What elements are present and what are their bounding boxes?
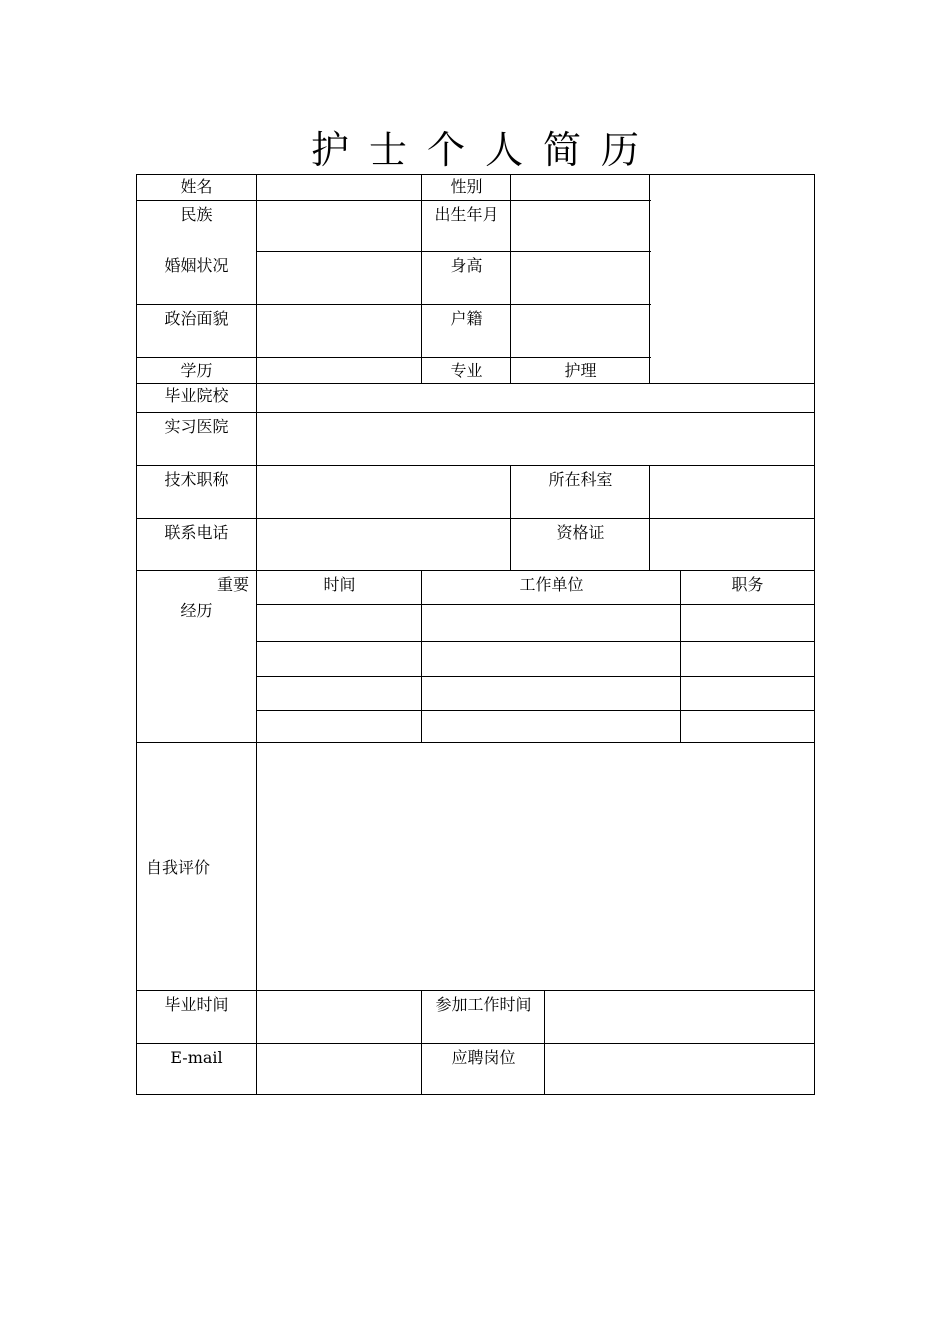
exp-time-header: 时间 — [323, 575, 356, 594]
exp-employer-header: 工作单位 — [519, 575, 584, 594]
phone-label: 联系电话 — [164, 523, 229, 542]
email-label: E-mail — [170, 1048, 223, 1067]
table-grid-line — [421, 570, 422, 743]
table-grid-line — [136, 200, 651, 201]
table-grid-line — [510, 465, 511, 571]
table-grid-line — [510, 174, 511, 383]
household-registration-label: 户籍 — [450, 309, 483, 328]
gender-label: 性别 — [450, 177, 483, 196]
ethnicity-label: 民族 — [180, 205, 213, 224]
document-title: 护士个人简历 — [310, 128, 659, 172]
table-grid-line — [649, 465, 650, 571]
table-grid-line — [136, 357, 651, 358]
table-grid-line — [814, 174, 815, 1095]
graduated-school-label: 毕业院校 — [164, 386, 229, 405]
table-grid-line — [136, 174, 815, 175]
department-label: 所在科室 — [548, 470, 613, 489]
table-grid-line — [136, 465, 815, 466]
table-grid-line — [136, 304, 651, 305]
table-grid-line — [136, 742, 815, 743]
technical-title-label: 技术职称 — [164, 470, 229, 489]
graduation-time-label: 毕业时间 — [164, 995, 229, 1014]
birth-date-label: 出生年月 — [434, 205, 499, 224]
table-grid-line — [136, 990, 815, 991]
table-grid-line — [257, 604, 815, 605]
work-start-time-label: 参加工作时间 — [435, 995, 532, 1014]
political-status-label: 政治面貌 — [164, 309, 229, 328]
table-grid-line — [136, 174, 137, 1095]
height-label: 身高 — [450, 256, 483, 275]
major-value: 护理 — [564, 361, 597, 380]
table-grid-line — [136, 412, 815, 413]
certificate-label: 资格证 — [556, 523, 605, 542]
experience-label-line1: 重要 — [216, 575, 249, 594]
table-grid-line — [257, 710, 815, 711]
table-grid-line — [136, 1094, 815, 1095]
table-grid-line — [136, 518, 815, 519]
table-grid-line — [136, 383, 815, 384]
table-grid-line — [680, 570, 681, 743]
table-grid-line — [136, 1043, 815, 1044]
table-grid-line — [257, 641, 815, 642]
table-grid-line — [256, 174, 257, 1095]
self-evaluation-label: 自我评价 — [146, 858, 211, 877]
major-label: 专业 — [450, 361, 483, 380]
education-label: 学历 — [180, 361, 213, 380]
name-label: 姓名 — [180, 177, 213, 196]
table-grid-line — [257, 676, 815, 677]
table-grid-line — [421, 174, 422, 383]
table-grid-line — [649, 174, 650, 383]
applied-position-label: 应聘岗位 — [451, 1048, 516, 1067]
internship-hospital-label: 实习医院 — [164, 417, 229, 436]
experience-label-line2: 经历 — [180, 601, 213, 620]
table-grid-line — [421, 990, 422, 1095]
table-grid-line — [136, 570, 815, 571]
table-grid-line — [257, 251, 651, 252]
exp-position-header: 职务 — [731, 575, 764, 594]
marital-status-label: 婚姻状况 — [164, 256, 229, 275]
table-grid-line — [544, 990, 545, 1095]
